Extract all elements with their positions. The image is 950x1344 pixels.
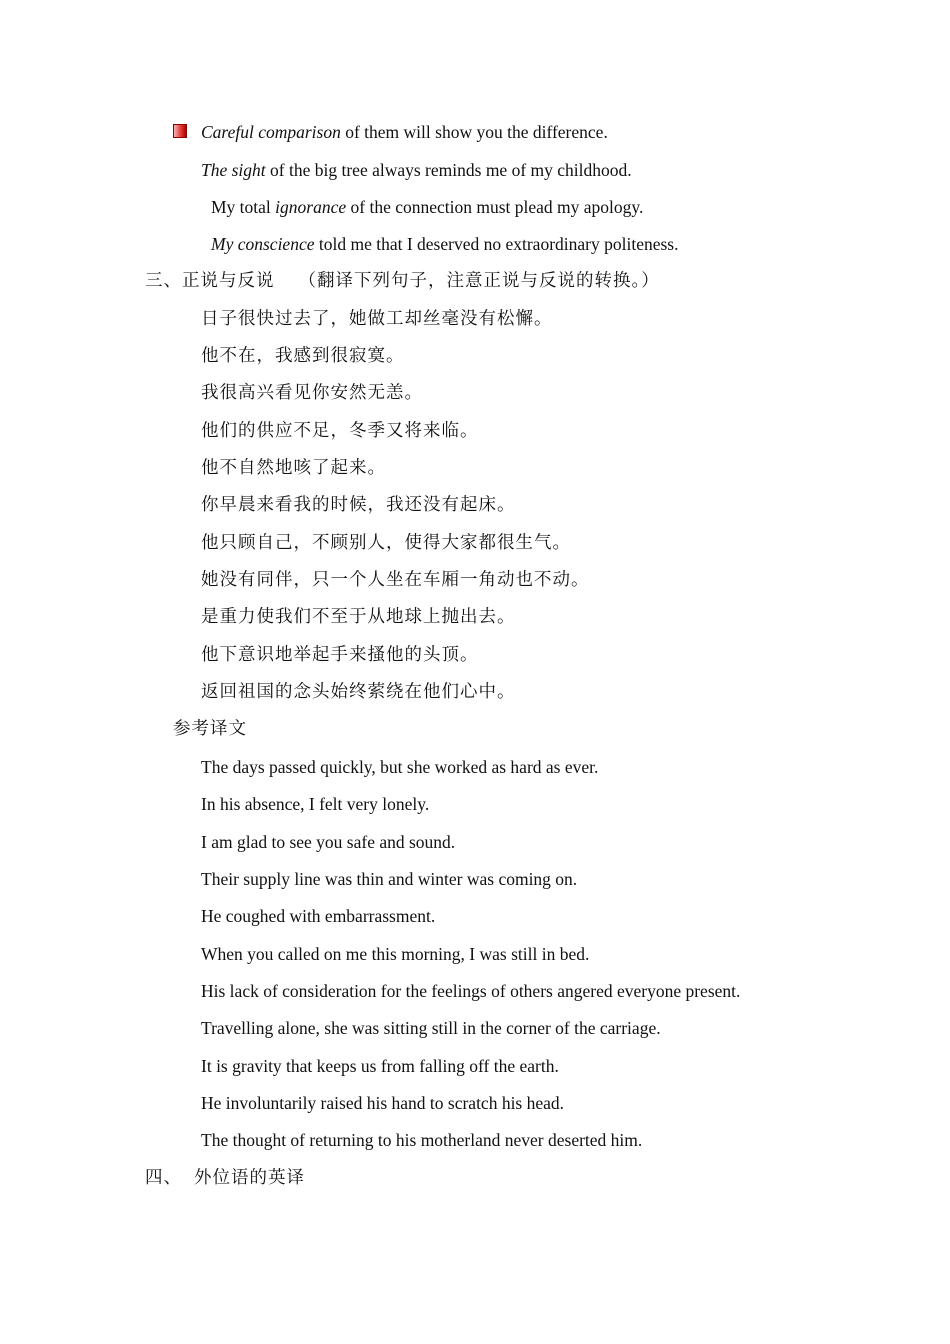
translation-line: When you called on me this morning, I was still in bed. — [201, 944, 590, 964]
example-line: The sight of the big tree always reminds me of my childhood. — [201, 160, 632, 180]
chinese-sentence: 他们的供应不足，冬季又将来临。 — [201, 421, 479, 441]
chinese-sentence: 他下意识地举起手来搔他的头顶。 — [201, 645, 479, 665]
translation-line: I am glad to see you safe and sound. — [201, 832, 456, 852]
example-line: My total ignorance of the connection must plead my apology. — [211, 197, 644, 217]
chinese-sentence: 他不自然地咳了起来。 — [201, 458, 386, 478]
section4-heading: 四、 外位语的英译 — [145, 1168, 305, 1188]
translation-line: It is gravity that keeps us from falling off the earth. — [201, 1056, 559, 1076]
chinese-sentence: 他只顾自己，不顾别人，使得大家都很生气。 — [201, 533, 571, 553]
reference-label: 参考译文 — [173, 719, 247, 739]
translation-line: Travelling alone, she was sitting still in the corner of the carriage. — [201, 1018, 661, 1038]
translation-line: In his absence, I felt very lonely. — [201, 794, 430, 814]
example-line: My conscience told me that I deserved no extraordinary politeness. — [211, 234, 679, 254]
chinese-sentence: 我很高兴看见你安然无恙。 — [201, 383, 423, 403]
translation-line: Their supply line was thin and winter was coming on. — [201, 869, 578, 889]
translation-line: He coughed with embarrassment. — [201, 906, 436, 926]
chinese-sentence: 你早晨来看我的时候，我还没有起床。 — [201, 495, 516, 515]
translation-line: He involuntarily raised his hand to scratch his head. — [201, 1093, 565, 1113]
chinese-sentence: 日子很快过去了，她做工却丝毫没有松懈。 — [201, 309, 553, 329]
section3-heading: 三、正说与反说 （翻译下列句子，注意正说与反说的转换。） — [145, 271, 660, 291]
translation-line: His lack of consideration for the feelings of others angered everyone present. — [201, 981, 741, 1001]
translation-line: The days passed quickly, but she worked as hard as ever. — [201, 757, 599, 777]
example-line: Careful comparison of them will show you the difference. — [201, 122, 608, 142]
translation-line: The thought of returning to his motherland never deserted him. — [201, 1130, 643, 1150]
bullet-icon — [173, 124, 187, 138]
chinese-sentence: 他不在，我感到很寂寞。 — [201, 346, 405, 366]
chinese-sentence: 她没有同伴，只一个人坐在车厢一角动也不动。 — [201, 570, 590, 590]
chinese-sentence: 是重力使我们不至于从地球上抛出去。 — [201, 607, 516, 627]
chinese-sentence: 返回祖国的念头始终萦绕在他们心中。 — [201, 682, 516, 702]
